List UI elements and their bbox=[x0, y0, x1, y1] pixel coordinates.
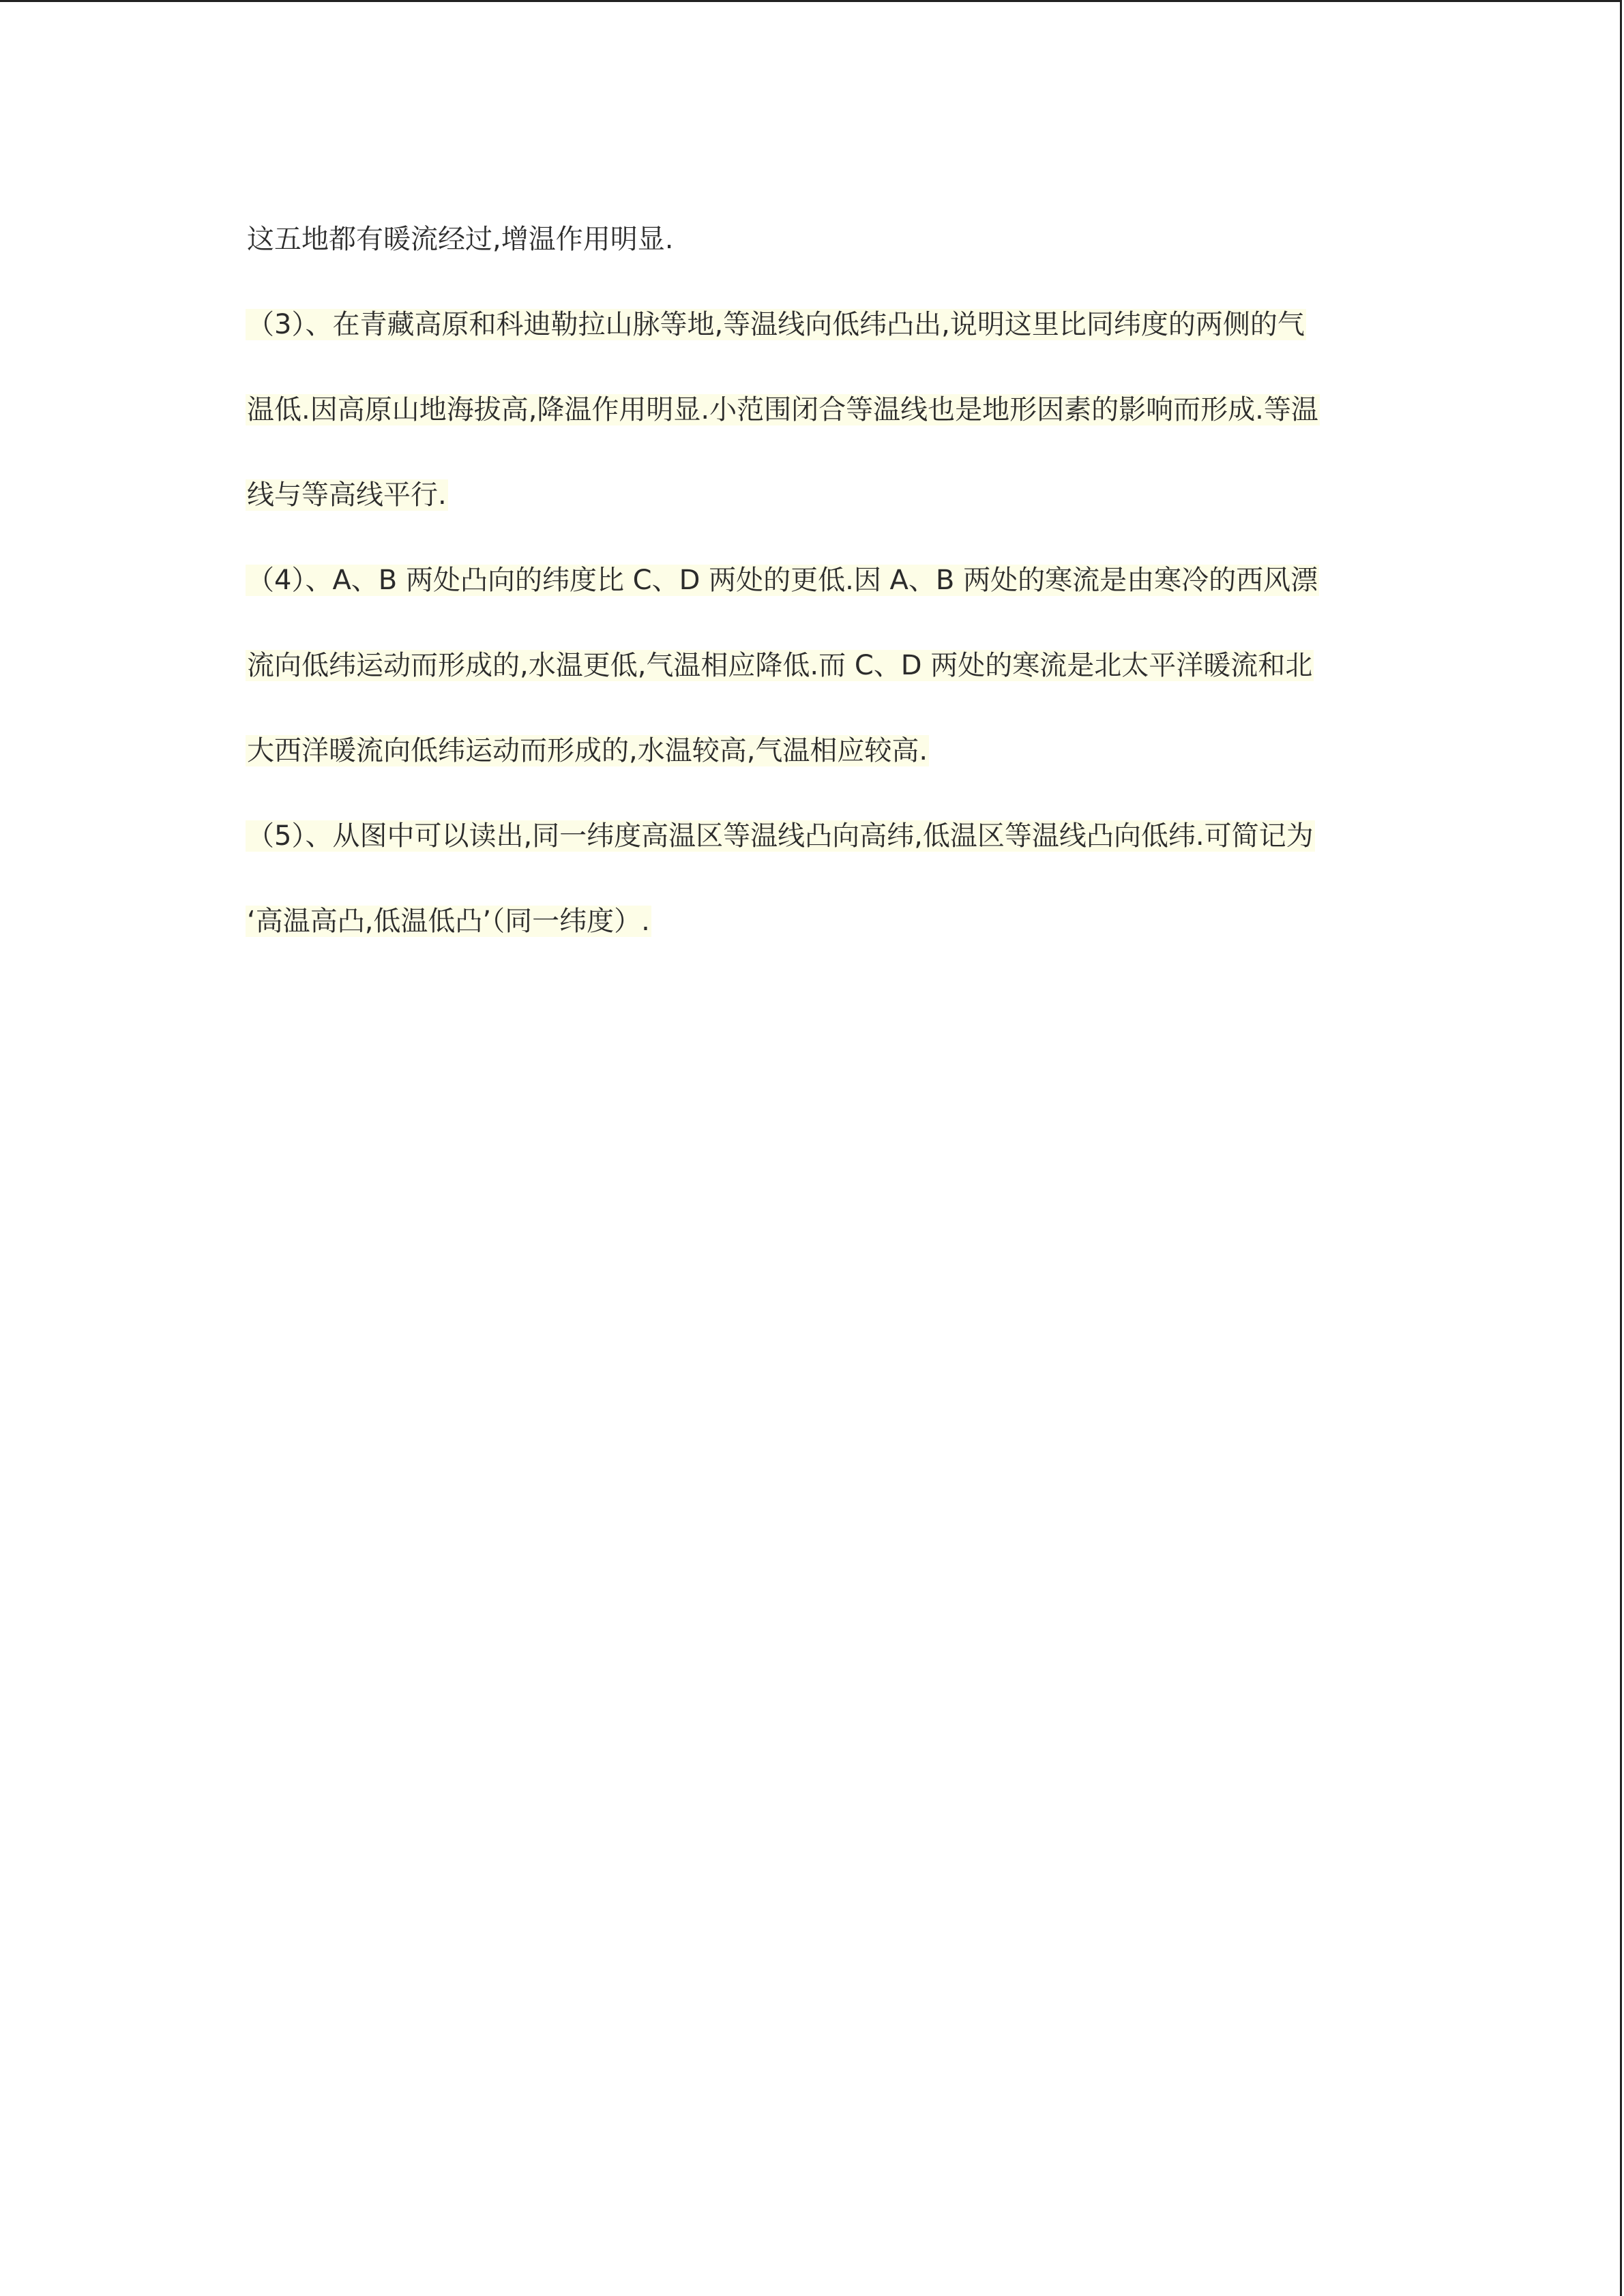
text-line bbox=[246, 304, 1378, 345]
text-line bbox=[246, 730, 1378, 771]
text-line-content: （5）、从图中可以读出,同一纬度高温区等温线凸向高纬,低温区等温线凸向低纬.可简记为 bbox=[247, 820, 1314, 852]
text-line-content: （4）、A、B 两处凸向的纬度比 C、D 两处的更低.因 A、B 两处的寒流是由寒冷的西风漂 bbox=[247, 565, 1318, 596]
text-line-content: 温低.因高原山地海拔高,降温作用明显.小范围闭合等温线也是地形因素的影响而形成.等温 bbox=[247, 394, 1318, 426]
text-line bbox=[246, 389, 1378, 430]
text-line-content: 流向低纬运动而形成的,水温更低,气温相应降低.而 C、D 两处的寒流是北太平洋暖流和北 bbox=[247, 650, 1313, 681]
text-line bbox=[246, 901, 1378, 942]
text-line bbox=[246, 560, 1378, 601]
text-line bbox=[246, 645, 1378, 686]
text-line-content: 大西洋暖流向低纬运动而形成的,水温较高,气温相应较高. bbox=[247, 735, 928, 766]
text-line-content: 线与等高线平行. bbox=[247, 479, 447, 511]
text-line-content: 这五地都有暖流经过,增温作用明显. bbox=[247, 224, 674, 255]
text-line-content: （3）、在青藏高原和科迪勒拉山脉等地,等温线向低纬凸出,说明这里比同纬度的两侧的气 bbox=[247, 309, 1305, 340]
text-line bbox=[246, 816, 1378, 856]
document-body bbox=[246, 219, 1378, 986]
text-line bbox=[246, 475, 1378, 516]
text-line-content: ‘高温高凸,低温低凸’（同一纬度）. bbox=[247, 906, 650, 937]
text-line bbox=[246, 219, 1378, 260]
